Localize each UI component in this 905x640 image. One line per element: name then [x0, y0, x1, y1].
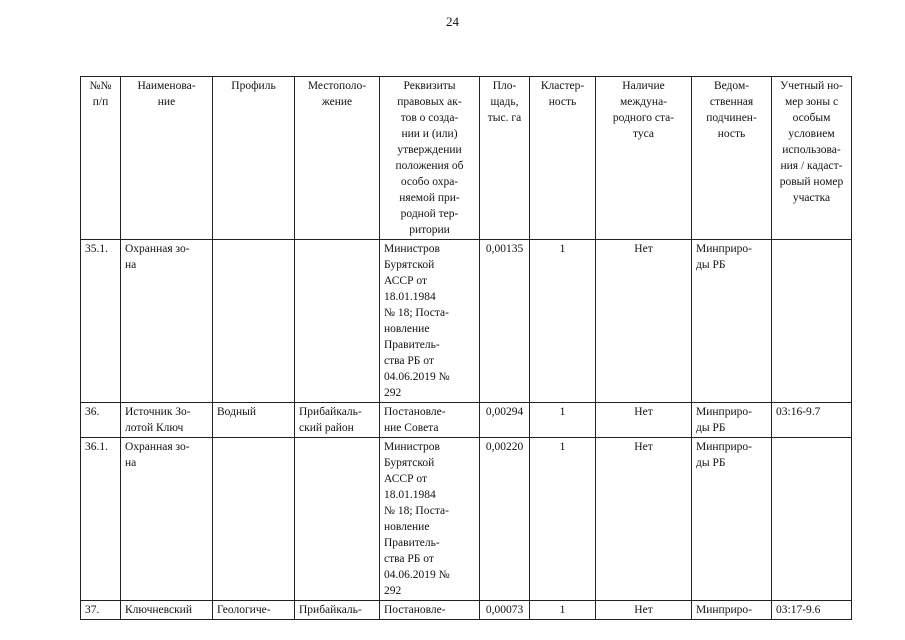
cell-profile	[213, 240, 295, 403]
table-row	[81, 240, 852, 403]
cell-international-status: Нет	[596, 438, 692, 601]
protected-areas-table	[80, 76, 852, 620]
cell-clustering: 1	[530, 438, 596, 601]
cell-number: 36.1.	[81, 438, 121, 601]
col-header-international-status: Наличие междуна- родного ста- туса	[596, 77, 692, 240]
cell-area: 0,00073	[480, 601, 530, 620]
cell-location	[295, 438, 380, 601]
cell-registration-number: 03:17-9.6	[772, 601, 852, 620]
cell-legal-acts: Постановле-	[380, 601, 480, 620]
col-header-department: Ведом- ственная подчинен- ность	[692, 77, 772, 240]
col-header-profile: Профиль	[213, 77, 295, 240]
cell-legal-acts: Министров Бурятской АССР от 18.01.1984 № 18; Поста- новление Правитель- ства РБ от 04.06.2019 № 292	[380, 438, 480, 601]
cell-location: Прибайкаль- ский район	[295, 403, 380, 438]
col-header-name: Наименова- ние	[121, 77, 213, 240]
cell-registration-number	[772, 240, 852, 403]
cell-department: Минприро- ды РБ	[692, 240, 772, 403]
table-header-row	[81, 77, 852, 240]
cell-name: Охранная зо- на	[121, 438, 213, 601]
cell-name: Ключневский	[121, 601, 213, 620]
table-row	[81, 438, 852, 601]
cell-legal-acts: Министров Бурятской АССР от 18.01.1984 № 18; Поста- новление Правитель- ства РБ от 04.06.2019 № 292	[380, 240, 480, 403]
cell-profile: Водный	[213, 403, 295, 438]
col-header-legal-acts: Реквизиты правовых ак- тов о созда- нии и (или) утверждении положения об особо охра- няемой при- родной тер- ритории	[380, 77, 480, 240]
cell-location: Прибайкаль-	[295, 601, 380, 620]
cell-name: Источник Зо- лотой Ключ	[121, 403, 213, 438]
cell-registration-number: 03:16-9.7	[772, 403, 852, 438]
cell-international-status: Нет	[596, 403, 692, 438]
cell-clustering: 1	[530, 601, 596, 620]
col-header-location: Местополо- жение	[295, 77, 380, 240]
cell-profile	[213, 438, 295, 601]
cell-number: 35.1.	[81, 240, 121, 403]
cell-department: Минприро- ды РБ	[692, 438, 772, 601]
cell-name: Охранная зо- на	[121, 240, 213, 403]
table-row	[81, 403, 852, 438]
cell-clustering: 1	[530, 403, 596, 438]
cell-number: 36.	[81, 403, 121, 438]
cell-department: Минприро-	[692, 601, 772, 620]
col-header-registration-number: Учетный но- мер зоны с особым условием использова- ния / кадаст- ровый номер участка	[772, 77, 852, 240]
cell-area: 0,00220	[480, 438, 530, 601]
col-header-area: Пло- щадь, тыс. га	[480, 77, 530, 240]
cell-clustering: 1	[530, 240, 596, 403]
col-header-clustering: Кластер- ность	[530, 77, 596, 240]
cell-international-status: Нет	[596, 240, 692, 403]
cell-international-status: Нет	[596, 601, 692, 620]
cell-legal-acts: Постановле- ние Совета	[380, 403, 480, 438]
cell-registration-number	[772, 438, 852, 601]
cell-profile: Геологиче-	[213, 601, 295, 620]
cell-area: 0,00294	[480, 403, 530, 438]
cell-location	[295, 240, 380, 403]
cell-area: 0,00135	[480, 240, 530, 403]
table-row	[81, 601, 852, 620]
cell-number: 37.	[81, 601, 121, 620]
page-number: 24	[446, 14, 459, 29]
cell-department: Минприро- ды РБ	[692, 403, 772, 438]
col-header-number: №№ п/п	[81, 77, 121, 240]
